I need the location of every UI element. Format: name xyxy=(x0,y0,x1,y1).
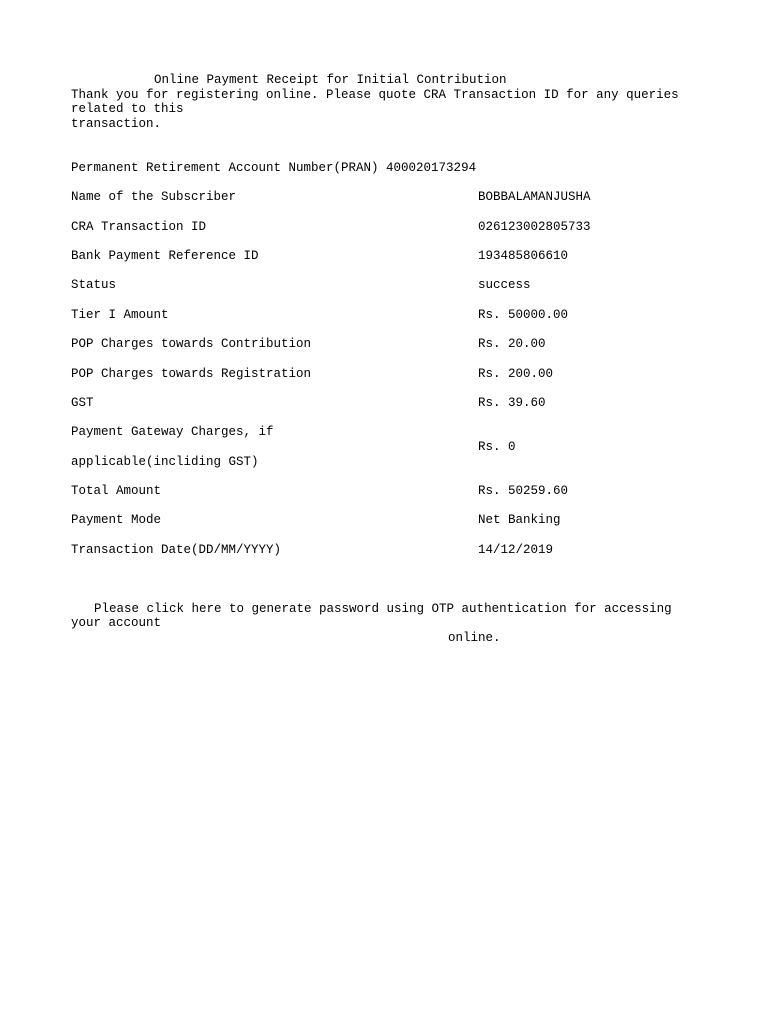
pran-line: Permanent Retirement Account Number(PRAN) 400020173294 xyxy=(71,161,477,175)
pop-registration-value: Rs. 200.00 xyxy=(478,367,554,381)
intro-line-3: transaction. xyxy=(71,117,162,131)
gst-label: GST xyxy=(71,396,94,410)
status-value: success xyxy=(478,278,531,292)
bank-reference-label: Bank Payment Reference ID xyxy=(71,249,259,263)
total-amount-value: Rs. 50259.60 xyxy=(478,484,569,498)
payment-mode-label: Payment Mode xyxy=(71,513,162,527)
footer-line-2: your account xyxy=(71,616,162,630)
subscriber-name-label: Name of the Subscriber xyxy=(71,190,237,204)
status-label: Status xyxy=(71,278,117,292)
transaction-date-label: Transaction Date(DD/MM/YYYY) xyxy=(71,543,282,557)
intro-line-1: Thank you for registering online. Please quote CRA Transaction ID for any queries xyxy=(71,88,679,102)
cra-transaction-id-value: 026123002805733 xyxy=(478,220,591,234)
transaction-date-value: 14/12/2019 xyxy=(478,543,554,557)
generate-password-link[interactable]: Please click here to generate password using OTP authentication for accessing xyxy=(94,602,672,616)
footer-line-3: online. xyxy=(448,631,501,645)
intro-line-2: related to this xyxy=(71,102,184,116)
receipt-title: Online Payment Receipt for Initial Contribution xyxy=(154,73,507,87)
subscriber-name-value: BOBBALAMANJUSHA xyxy=(478,190,591,204)
gateway-charges-value: Rs. 0 xyxy=(478,440,516,454)
pop-contribution-value: Rs. 20.00 xyxy=(478,337,546,351)
gst-value: Rs. 39.60 xyxy=(478,396,546,410)
bank-reference-value: 193485806610 xyxy=(478,249,569,263)
gateway-charges-label-line1: Payment Gateway Charges, if xyxy=(71,425,274,439)
gateway-charges-label-line2: applicable(incliding GST) xyxy=(71,455,259,469)
total-amount-label: Total Amount xyxy=(71,484,162,498)
payment-mode-value: Net Banking xyxy=(478,513,561,527)
pop-registration-label: POP Charges towards Registration xyxy=(71,367,312,381)
tier1-amount-value: Rs. 50000.00 xyxy=(478,308,569,322)
tier1-amount-label: Tier I Amount xyxy=(71,308,169,322)
cra-transaction-id-label: CRA Transaction ID xyxy=(71,220,207,234)
pop-contribution-label: POP Charges towards Contribution xyxy=(71,337,312,351)
